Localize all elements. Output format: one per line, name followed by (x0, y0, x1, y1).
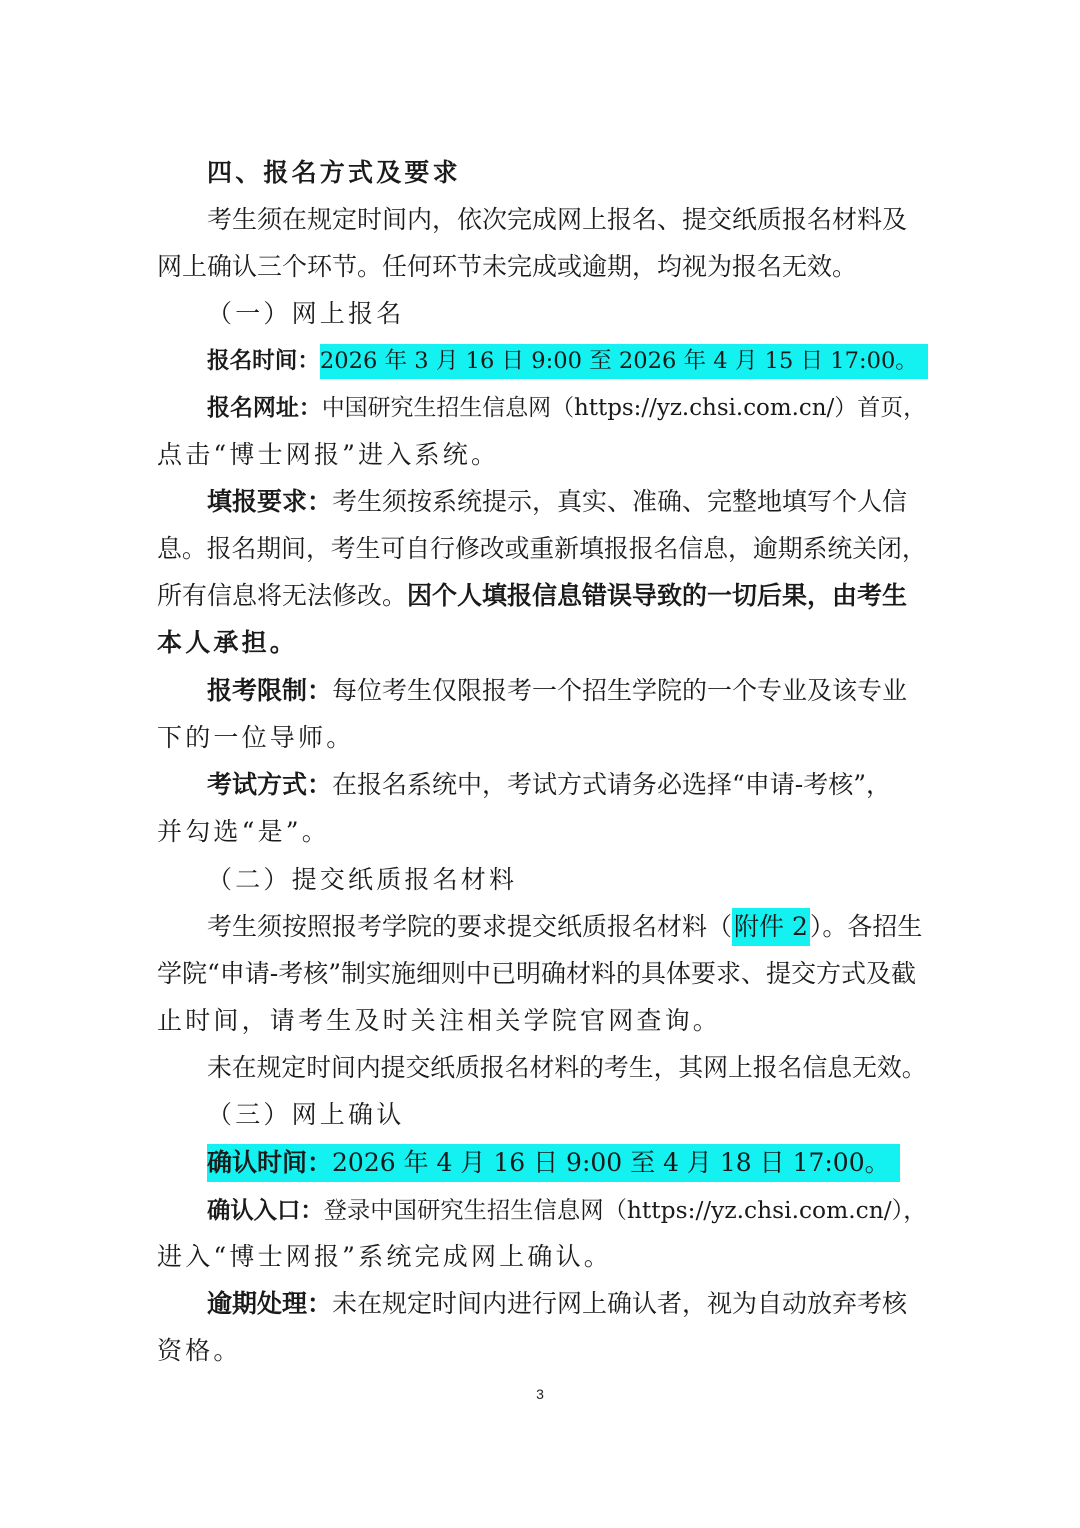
paper-text: 止时间，请考生及时关注相关学院官网查询。 (157, 1006, 722, 1035)
registration-url-line (207, 390, 927, 426)
field-label: 逾期处理： (207, 1289, 333, 1318)
section-heading-text: 四、报名方式及要求 (207, 158, 461, 187)
overdue-text: 资格。 (157, 1336, 242, 1365)
exam-method-line (207, 767, 927, 803)
subsection-heading-text: （三）网上确认 (207, 1100, 405, 1129)
url-text: 中国研究生招生信息网（https://yz.chsi.com.cn/）首页， (321, 395, 927, 421)
paragraph-line (207, 202, 927, 238)
field-label: 填报要求： (207, 487, 333, 516)
field-label: 考试方式： (207, 770, 333, 799)
section-heading (207, 155, 927, 191)
paragraph-line (157, 956, 927, 992)
overdue-text: 未在规定时间内进行网上确认者，视为自动放弃考核 (332, 1289, 908, 1318)
paragraph-line (157, 814, 927, 850)
paper-material-line (207, 909, 927, 945)
limit-text: 每位考生仅限报考一个招生学院的一个专业及该专业 (332, 676, 908, 705)
confirmation-entry-line (207, 1192, 927, 1228)
entry-text: 进入“博士网报”系统完成网上确认。 (157, 1242, 612, 1271)
fill-text: 息。报名期间，考生可自行修改或重新填报报名信息，逾期系统关闭， (157, 534, 927, 563)
field-label: 确认时间： (207, 1144, 332, 1182)
subsection-heading (207, 296, 927, 332)
paragraph-line (157, 1239, 927, 1275)
field-label: 确认入口： (207, 1196, 324, 1224)
application-limit-line (207, 673, 927, 709)
fill-requirement-line (207, 484, 927, 520)
url-text: 点击“博士网报”进入系统。 (157, 440, 500, 469)
paragraph-line (157, 437, 927, 473)
paragraph-line (207, 1050, 927, 1086)
paragraph-line (157, 249, 927, 285)
field-label: 报名时间： (207, 348, 320, 374)
paragraph-line (157, 1333, 927, 1369)
intro-text: 网上确认三个环节。任何环节未完成或逾期，均视为报名无效。 (157, 252, 858, 281)
paragraph-line (157, 1003, 927, 1039)
bold-warning-text: 本人承担。 (157, 628, 299, 657)
fill-text: 所有信息将无法修改。 (157, 581, 408, 610)
bold-warning-text: 因个人填报信息错误导致的一切后果，由考生 (407, 581, 908, 610)
overdue-handling-line (207, 1286, 927, 1322)
limit-text: 下的一位导师。 (157, 723, 355, 752)
registration-time-line (207, 343, 927, 379)
fill-text: 考生须按系统提示，真实、准确、完整地填写个人信 (332, 487, 908, 516)
paper-text: ）。各招生 (809, 912, 923, 941)
subsection-heading (207, 862, 927, 898)
confirmation-time-line (207, 1145, 927, 1181)
exam-text: 并勾选“是”。 (157, 817, 330, 846)
attachment-reference: 附件 2 (732, 908, 810, 946)
paragraph-line (157, 625, 927, 661)
subsection-heading (207, 1097, 927, 1133)
subsection-heading-text: （一）网上报名 (207, 299, 405, 328)
paragraph-line (157, 531, 927, 567)
paragraph-line (157, 720, 927, 756)
highlighted-date-range: 2026 年 4 月 16 日 9:00 至 4 月 18 日 17:00。 (332, 1144, 900, 1182)
paper-text: 考生须按照报考学院的要求提交纸质报名材料（ (207, 912, 733, 941)
intro-text: 考生须在规定时间内，依次完成网上报名、提交纸质报名材料及 (207, 205, 908, 234)
highlighted-date-range: 2026 年 3 月 16 日 9:00 至 2026 年 4 月 15 日 17:00。 (320, 344, 928, 379)
paper-text: 未在规定时间内提交纸质报名材料的考生，其网上报名信息无效。 (207, 1053, 927, 1082)
field-label: 报名网址： (207, 394, 322, 421)
page-number: 3 (536, 1386, 544, 1402)
exam-text: 在报名系统中，考试方式请务必选择“申请-考核”， (332, 770, 892, 799)
field-label: 报考限制： (207, 676, 333, 705)
paper-text: 学院“申请-考核”制实施细则中已明确材料的具体要求、提交方式及截 (157, 959, 917, 988)
paragraph-line (157, 578, 927, 614)
entry-text: 登录中国研究生招生信息网（https://yz.chsi.com.cn/）， (323, 1196, 927, 1224)
subsection-heading-text: （二）提交纸质报名材料 (207, 865, 518, 894)
